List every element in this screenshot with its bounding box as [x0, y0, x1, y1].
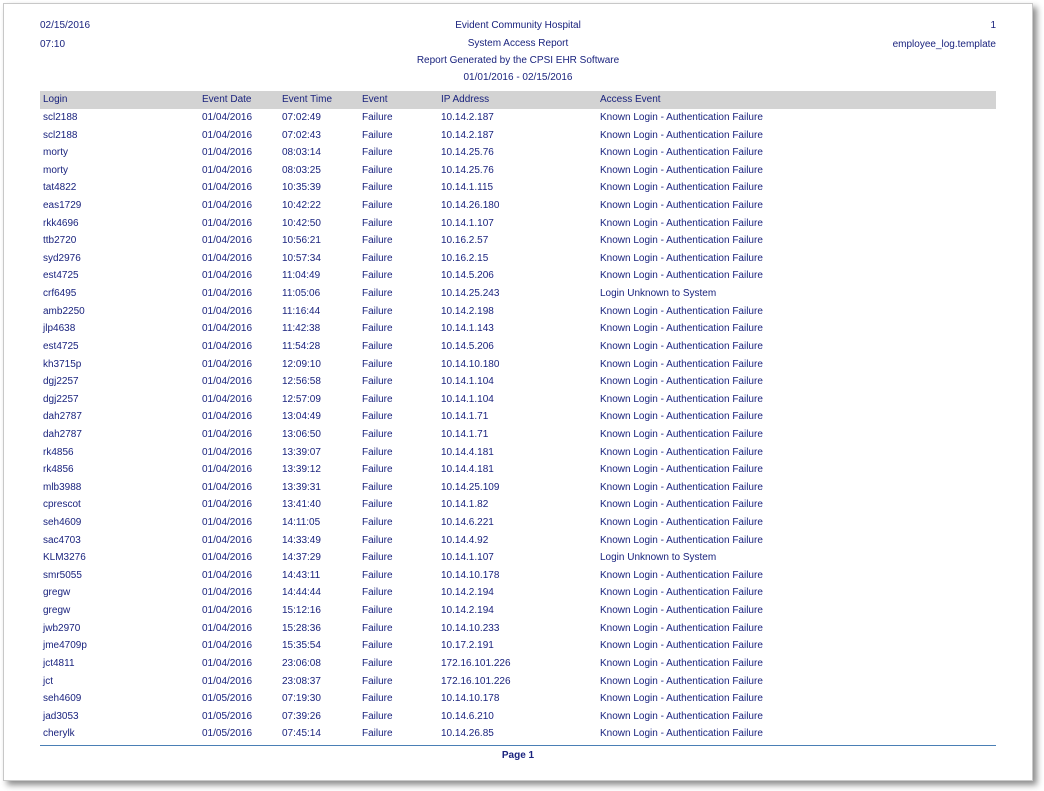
ip-address-cell: 172.16.101.226	[441, 657, 511, 669]
event-time-cell: 14:33:49	[282, 534, 321, 546]
table-row	[40, 391, 996, 409]
login-cell: scl2188	[43, 129, 78, 141]
ip-address-cell: 10.16.2.57	[441, 235, 489, 247]
login-cell: gregw	[43, 605, 71, 617]
event-time-cell: 10:57:34	[282, 252, 321, 264]
access-event-cell: Known Login - Authentication Failure	[600, 270, 763, 282]
access-event-cell: Known Login - Authentication Failure	[600, 657, 763, 669]
login-cell: est4725	[43, 340, 79, 352]
access-event-cell: Known Login - Authentication Failure	[600, 252, 763, 264]
event-date-cell: 01/04/2016	[202, 411, 253, 423]
login-cell: dgj2257	[43, 376, 79, 388]
event-cell: Failure	[362, 305, 393, 317]
event-date-cell: 01/04/2016	[202, 605, 253, 617]
event-date-cell: 01/04/2016	[202, 305, 253, 317]
table-row	[40, 267, 996, 285]
event-date-cell: 01/05/2016	[202, 728, 253, 740]
template-name: employee_log.template	[892, 39, 996, 50]
table-row	[40, 637, 996, 655]
login-cell: smr5055	[43, 569, 82, 581]
event-date-cell: 01/04/2016	[202, 182, 253, 194]
column-header-ip-address: IP Address	[441, 94, 490, 105]
login-cell: eas1729	[43, 200, 82, 212]
event-date-cell: 01/04/2016	[202, 393, 253, 405]
event-date-cell: 01/04/2016	[202, 252, 253, 264]
event-time-cell: 13:04:49	[282, 411, 321, 423]
event-cell: Failure	[362, 129, 393, 141]
event-date-cell: 01/04/2016	[202, 657, 253, 669]
table-row	[40, 356, 996, 374]
login-cell: jct4811	[43, 657, 75, 669]
event-date-cell: 01/04/2016	[202, 534, 253, 546]
event-cell: Failure	[362, 217, 393, 229]
event-cell: Failure	[362, 675, 393, 687]
login-cell: gregw	[43, 587, 71, 599]
table-row	[40, 109, 996, 127]
event-date-cell: 01/04/2016	[202, 569, 253, 581]
event-cell: Failure	[362, 428, 393, 440]
event-time-cell: 07:19:30	[282, 693, 321, 705]
access-event-cell: Known Login - Authentication Failure	[600, 569, 763, 581]
event-date-cell: 01/04/2016	[202, 112, 253, 123]
event-cell: Failure	[362, 657, 393, 669]
event-date-cell: 01/04/2016	[202, 323, 253, 335]
ip-address-cell: 10.14.25.243	[441, 288, 500, 300]
event-time-cell: 14:44:44	[282, 587, 321, 599]
login-cell: crf6495	[43, 288, 77, 300]
event-time-cell: 14:43:11	[282, 569, 321, 581]
event-date-cell: 01/04/2016	[202, 640, 253, 652]
event-date-cell: 01/04/2016	[202, 376, 253, 388]
table-row	[40, 567, 996, 585]
event-cell: Failure	[362, 517, 393, 529]
event-date-cell: 01/04/2016	[202, 517, 253, 529]
hospital-name: Evident Community Hospital	[455, 20, 581, 31]
event-date-cell: 01/04/2016	[202, 147, 253, 159]
event-date-cell: 01/04/2016	[202, 446, 253, 458]
event-cell: Failure	[362, 288, 393, 300]
login-cell: cherylk	[43, 728, 75, 740]
access-event-cell: Known Login - Authentication Failure	[600, 393, 763, 405]
access-event-cell: Login Unknown to System	[600, 552, 717, 564]
event-cell: Failure	[362, 446, 393, 458]
event-time-cell: 14:37:29	[282, 552, 321, 564]
event-time-cell: 12:09:10	[282, 358, 321, 370]
login-cell: kh3715p	[43, 358, 82, 370]
access-event-cell: Known Login - Authentication Failure	[600, 605, 763, 617]
access-event-cell: Known Login - Authentication Failure	[600, 129, 763, 141]
event-cell: Failure	[362, 147, 393, 159]
table-row	[40, 338, 996, 356]
event-date-cell: 01/05/2016	[202, 710, 253, 722]
event-date-cell: 01/04/2016	[202, 288, 253, 300]
login-cell: ttb2720	[43, 235, 77, 247]
event-cell: Failure	[362, 622, 393, 634]
ip-address-cell: 10.14.1.104	[441, 376, 494, 388]
access-event-cell: Known Login - Authentication Failure	[600, 305, 763, 317]
event-date-cell: 01/05/2016	[202, 693, 253, 705]
event-cell: Failure	[362, 693, 393, 705]
report-page	[3, 3, 1033, 781]
access-event-cell: Known Login - Authentication Failure	[600, 464, 763, 476]
access-event-cell: Known Login - Authentication Failure	[600, 640, 763, 652]
table-row	[40, 549, 996, 567]
login-cell: KLM3276	[43, 552, 86, 564]
ip-address-cell: 10.14.5.206	[441, 270, 494, 282]
event-date-cell: 01/04/2016	[202, 217, 253, 229]
event-cell: Failure	[362, 323, 393, 335]
login-cell: seh4609	[43, 517, 82, 529]
event-cell: Failure	[362, 358, 393, 370]
login-cell: rkk4696	[43, 217, 79, 229]
event-time-cell: 13:41:40	[282, 499, 321, 511]
login-cell: rk4856	[43, 464, 74, 476]
access-event-cell: Known Login - Authentication Failure	[600, 235, 763, 247]
ip-address-cell: 10.14.6.221	[441, 517, 494, 529]
column-header-access-event: Access Event	[600, 94, 661, 105]
footer-rule	[40, 745, 996, 746]
table-row	[40, 179, 996, 197]
event-cell: Failure	[362, 552, 393, 564]
ip-address-cell: 10.14.2.187	[441, 112, 494, 123]
ip-address-cell: 10.14.6.210	[441, 710, 494, 722]
login-cell: morty	[43, 164, 68, 176]
event-cell: Failure	[362, 270, 393, 282]
report-table-body	[40, 109, 996, 743]
access-event-cell: Known Login - Authentication Failure	[600, 428, 763, 440]
event-time-cell: 23:06:08	[282, 657, 321, 669]
access-event-cell: Known Login - Authentication Failure	[600, 517, 763, 529]
login-cell: scl2188	[43, 112, 78, 123]
event-cell: Failure	[362, 710, 393, 722]
event-cell: Failure	[362, 200, 393, 212]
event-time-cell: 11:54:28	[282, 340, 321, 352]
ip-address-cell: 10.17.2.191	[441, 640, 494, 652]
access-event-cell: Known Login - Authentication Failure	[600, 323, 763, 335]
access-event-cell: Known Login - Authentication Failure	[600, 376, 763, 388]
ip-address-cell: 10.14.1.104	[441, 393, 494, 405]
ip-address-cell: 10.14.4.181	[441, 446, 494, 458]
login-cell: syd2976	[43, 252, 81, 264]
event-time-cell: 12:57:09	[282, 393, 321, 405]
event-time-cell: 07:02:43	[282, 129, 321, 141]
table-row	[40, 285, 996, 303]
access-event-cell: Known Login - Authentication Failure	[600, 693, 763, 705]
page-number: 1	[990, 20, 996, 31]
ip-address-cell: 10.14.25.76	[441, 147, 494, 159]
ip-address-cell: 10.14.10.180	[441, 358, 500, 370]
table-row	[40, 690, 996, 708]
ip-address-cell: 10.16.2.15	[441, 252, 489, 264]
event-time-cell: 15:35:54	[282, 640, 321, 652]
table-row	[40, 708, 996, 726]
event-cell: Failure	[362, 340, 393, 352]
table-row	[40, 303, 996, 321]
table-row	[40, 197, 996, 215]
access-event-cell: Known Login - Authentication Failure	[600, 147, 763, 159]
access-event-cell: Known Login - Authentication Failure	[600, 622, 763, 634]
event-date-cell: 01/04/2016	[202, 552, 253, 564]
ip-address-cell: 10.14.4.92	[441, 534, 489, 546]
ip-address-cell: 10.14.26.180	[441, 200, 500, 212]
table-row	[40, 144, 996, 162]
ip-address-cell: 10.14.2.198	[441, 305, 494, 317]
ip-address-cell: 10.14.1.71	[441, 428, 489, 440]
ip-address-cell: 10.14.10.178	[441, 693, 500, 705]
ip-address-cell: 10.14.1.71	[441, 411, 489, 423]
login-cell: dah2787	[43, 428, 82, 440]
table-row	[40, 514, 996, 532]
column-header-event-time: Event Time	[282, 94, 333, 105]
event-cell: Failure	[362, 252, 393, 264]
table-row	[40, 373, 996, 391]
table-row	[40, 215, 996, 233]
table-row	[40, 127, 996, 145]
event-cell: Failure	[362, 411, 393, 423]
event-date-cell: 01/04/2016	[202, 129, 253, 141]
table-row	[40, 408, 996, 426]
table-row	[40, 479, 996, 497]
ip-address-cell: 172.16.101.226	[441, 675, 511, 687]
ip-address-cell: 10.14.26.85	[441, 728, 494, 740]
login-cell: dah2787	[43, 411, 82, 423]
event-cell: Failure	[362, 640, 393, 652]
ip-address-cell: 10.14.10.233	[441, 622, 500, 634]
event-cell: Failure	[362, 481, 393, 493]
table-row	[40, 426, 996, 444]
login-cell: tat4822	[43, 182, 77, 194]
ip-address-cell: 10.14.1.107	[441, 552, 494, 564]
table-row	[40, 602, 996, 620]
ip-address-cell: 10.14.1.82	[441, 499, 489, 511]
event-date-cell: 01/04/2016	[202, 622, 253, 634]
event-date-cell: 01/04/2016	[202, 358, 253, 370]
event-time-cell: 13:06:50	[282, 428, 321, 440]
login-cell: jme4709p	[43, 640, 87, 652]
event-date-cell: 01/04/2016	[202, 200, 253, 212]
column-header-event-date: Event Date	[202, 94, 252, 105]
access-event-cell: Known Login - Authentication Failure	[600, 446, 763, 458]
event-time-cell: 14:11:05	[282, 517, 321, 529]
table-row	[40, 620, 996, 638]
access-event-cell: Known Login - Authentication Failure	[600, 112, 763, 123]
table-row	[40, 232, 996, 250]
event-time-cell: 11:42:38	[282, 323, 321, 335]
ip-address-cell: 10.14.2.194	[441, 587, 494, 599]
login-cell: morty	[43, 147, 68, 159]
event-date-cell: 01/04/2016	[202, 499, 253, 511]
table-row	[40, 496, 996, 514]
ip-address-cell: 10.14.25.76	[441, 164, 494, 176]
event-time-cell: 13:39:07	[282, 446, 321, 458]
access-event-cell: Known Login - Authentication Failure	[600, 164, 763, 176]
report-title: System Access Report	[467, 38, 569, 49]
access-event-cell: Known Login - Authentication Failure	[600, 411, 763, 423]
event-time-cell: 13:39:12	[282, 464, 321, 476]
table-row	[40, 584, 996, 602]
login-cell: cprescot	[43, 499, 81, 511]
ip-address-cell: 10.14.5.206	[441, 340, 494, 352]
access-event-cell: Known Login - Authentication Failure	[600, 217, 763, 229]
event-time-cell: 10:56:21	[282, 235, 321, 247]
ip-address-cell: 10.14.1.143	[441, 323, 494, 335]
access-event-cell: Known Login - Authentication Failure	[600, 675, 763, 687]
event-time-cell: 07:39:26	[282, 710, 321, 722]
table-row	[40, 444, 996, 462]
access-event-cell: Known Login - Authentication Failure	[600, 340, 763, 352]
login-cell: seh4609	[43, 693, 82, 705]
event-cell: Failure	[362, 569, 393, 581]
event-cell: Failure	[362, 235, 393, 247]
login-cell: dgj2257	[43, 393, 79, 405]
access-event-cell: Known Login - Authentication Failure	[600, 182, 763, 194]
table-row	[40, 532, 996, 550]
generated-by: Report Generated by the CPSI EHR Software	[416, 55, 620, 66]
event-date-cell: 01/04/2016	[202, 428, 253, 440]
event-date-cell: 01/04/2016	[202, 464, 253, 476]
event-time-cell: 08:03:14	[282, 147, 321, 159]
column-header-row	[40, 91, 996, 109]
print-date: 02/15/2016	[40, 20, 91, 31]
event-date-cell: 01/04/2016	[202, 270, 253, 282]
event-cell: Failure	[362, 587, 393, 599]
ip-address-cell: 10.14.2.194	[441, 605, 494, 617]
event-date-cell: 01/04/2016	[202, 587, 253, 599]
event-time-cell: 23:08:37	[282, 675, 321, 687]
event-date-cell: 01/04/2016	[202, 675, 253, 687]
access-event-cell: Known Login - Authentication Failure	[600, 710, 763, 722]
event-time-cell: 13:39:31	[282, 481, 321, 493]
login-cell: jwb2970	[43, 622, 81, 634]
table-row	[40, 250, 996, 268]
login-cell: est4725	[43, 270, 79, 282]
ip-address-cell: 10.14.1.115	[441, 182, 494, 194]
access-event-cell: Known Login - Authentication Failure	[600, 499, 763, 511]
event-time-cell: 15:12:16	[282, 605, 321, 617]
event-cell: Failure	[362, 164, 393, 176]
login-cell: rk4856	[43, 446, 74, 458]
event-cell: Failure	[362, 182, 393, 194]
print-time: 07:10	[40, 39, 66, 50]
event-time-cell: 08:03:25	[282, 164, 321, 176]
table-row	[40, 725, 996, 743]
event-time-cell: 12:56:58	[282, 376, 321, 388]
login-cell: jct	[43, 675, 53, 687]
ip-address-cell: 10.14.10.178	[441, 569, 500, 581]
date-range: 01/01/2016 - 02/15/2016	[463, 72, 573, 83]
column-header-event: Event	[362, 94, 388, 105]
login-cell: mlb3988	[43, 481, 82, 493]
event-time-cell: 11:04:49	[282, 270, 321, 282]
table-row	[40, 162, 996, 180]
access-event-cell: Known Login - Authentication Failure	[600, 358, 763, 370]
ip-address-cell: 10.14.4.181	[441, 464, 494, 476]
table-row	[40, 461, 996, 479]
event-cell: Failure	[362, 728, 393, 740]
access-event-cell: Known Login - Authentication Failure	[600, 534, 763, 546]
event-cell: Failure	[362, 112, 393, 123]
access-event-cell: Known Login - Authentication Failure	[600, 728, 763, 740]
ip-address-cell: 10.14.1.107	[441, 217, 494, 229]
access-event-cell: Login Unknown to System	[600, 288, 717, 300]
access-event-cell: Known Login - Authentication Failure	[600, 587, 763, 599]
table-row	[40, 673, 996, 691]
login-cell: jlp4638	[43, 323, 76, 335]
table-row	[40, 320, 996, 338]
event-time-cell: 15:28:36	[282, 622, 321, 634]
access-event-cell: Known Login - Authentication Failure	[600, 481, 763, 493]
event-time-cell: 10:42:50	[282, 217, 321, 229]
event-cell: Failure	[362, 605, 393, 617]
event-cell: Failure	[362, 499, 393, 511]
event-cell: Failure	[362, 464, 393, 476]
page-footer: Page 1	[501, 750, 535, 761]
access-event-cell: Known Login - Authentication Failure	[600, 200, 763, 212]
event-date-cell: 01/04/2016	[202, 481, 253, 493]
column-header-login: Login	[43, 94, 68, 105]
event-date-cell: 01/04/2016	[202, 340, 253, 352]
event-date-cell: 01/04/2016	[202, 164, 253, 176]
login-cell: amb2250	[43, 305, 85, 317]
event-time-cell: 11:16:44	[282, 305, 321, 317]
event-date-cell: 01/04/2016	[202, 235, 253, 247]
event-cell: Failure	[362, 534, 393, 546]
login-cell: sac4703	[43, 534, 81, 546]
event-cell: Failure	[362, 376, 393, 388]
event-time-cell: 07:02:49	[282, 112, 321, 123]
ip-address-cell: 10.14.2.187	[441, 129, 494, 141]
event-time-cell: 11:05:06	[282, 288, 321, 300]
event-cell: Failure	[362, 393, 393, 405]
event-time-cell: 10:35:39	[282, 182, 321, 194]
login-cell: jad3053	[43, 710, 79, 722]
table-row	[40, 655, 996, 673]
event-time-cell: 07:45:14	[282, 728, 321, 740]
ip-address-cell: 10.14.25.109	[441, 481, 500, 493]
event-time-cell: 10:42:22	[282, 200, 321, 212]
